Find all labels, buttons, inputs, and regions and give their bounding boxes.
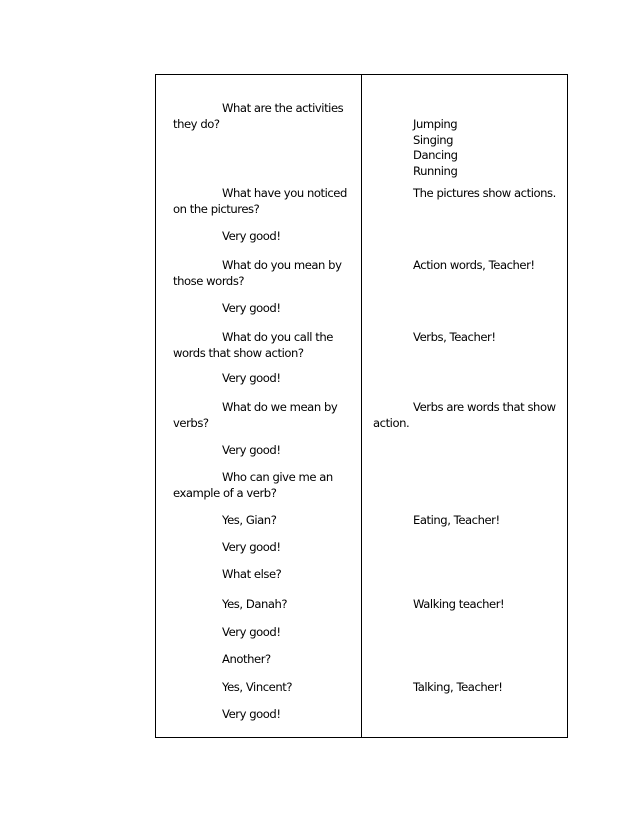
teacher-question-another: Another? [222,652,271,666]
teacher-praise: Very good! [222,625,281,639]
teacher-praise: Very good! [222,707,281,721]
teacher-praise: Very good! [222,229,281,243]
pupil-answer-vincent: Talking, Teacher! [413,680,503,694]
teacher-question-noticed: What have you noticed on the pictures? [173,186,347,216]
pupil-answer-noticed: The pictures show actions. [413,186,556,200]
pupil-answer-danah: Walking teacher! [413,597,505,611]
teacher-question-call-words: What do you call the words that show action? [173,330,333,360]
teacher-question-else: What else? [222,567,282,581]
teacher-question-example: Who can give me an example of a verb? [173,470,333,500]
teacher-praise: Very good! [222,301,281,315]
teacher-question-meaning-words: What do you mean by those words? [173,258,342,288]
teacher-question-meaning-verbs: What do we mean by verbs? [173,400,338,430]
pupil-answer-gian: Eating, Teacher! [413,513,500,527]
teacher-question-activities: What are the activities they do? [173,101,344,131]
pupil-answer-meaning-verbs: Verbs are words that show action. [373,400,556,430]
pupil-answer-call-words: Verbs, Teacher! [413,330,496,344]
teacher-praise: Very good! [222,540,281,554]
teacher-praise: Very good! [222,443,281,457]
teacher-call-vincent: Yes, Vincent? [222,680,293,694]
teacher-call-danah: Yes, Danah? [222,597,288,611]
teacher-call-gian: Yes, Gian? [222,513,277,527]
pupil-answer-meaning-words: Action words, Teacher! [413,258,535,272]
column-divider [361,75,362,737]
pupil-answer-activities: Jumping Singing Dancing Running [413,117,458,178]
teacher-praise: Very good! [222,371,281,385]
lesson-dialogue-table [155,74,568,738]
